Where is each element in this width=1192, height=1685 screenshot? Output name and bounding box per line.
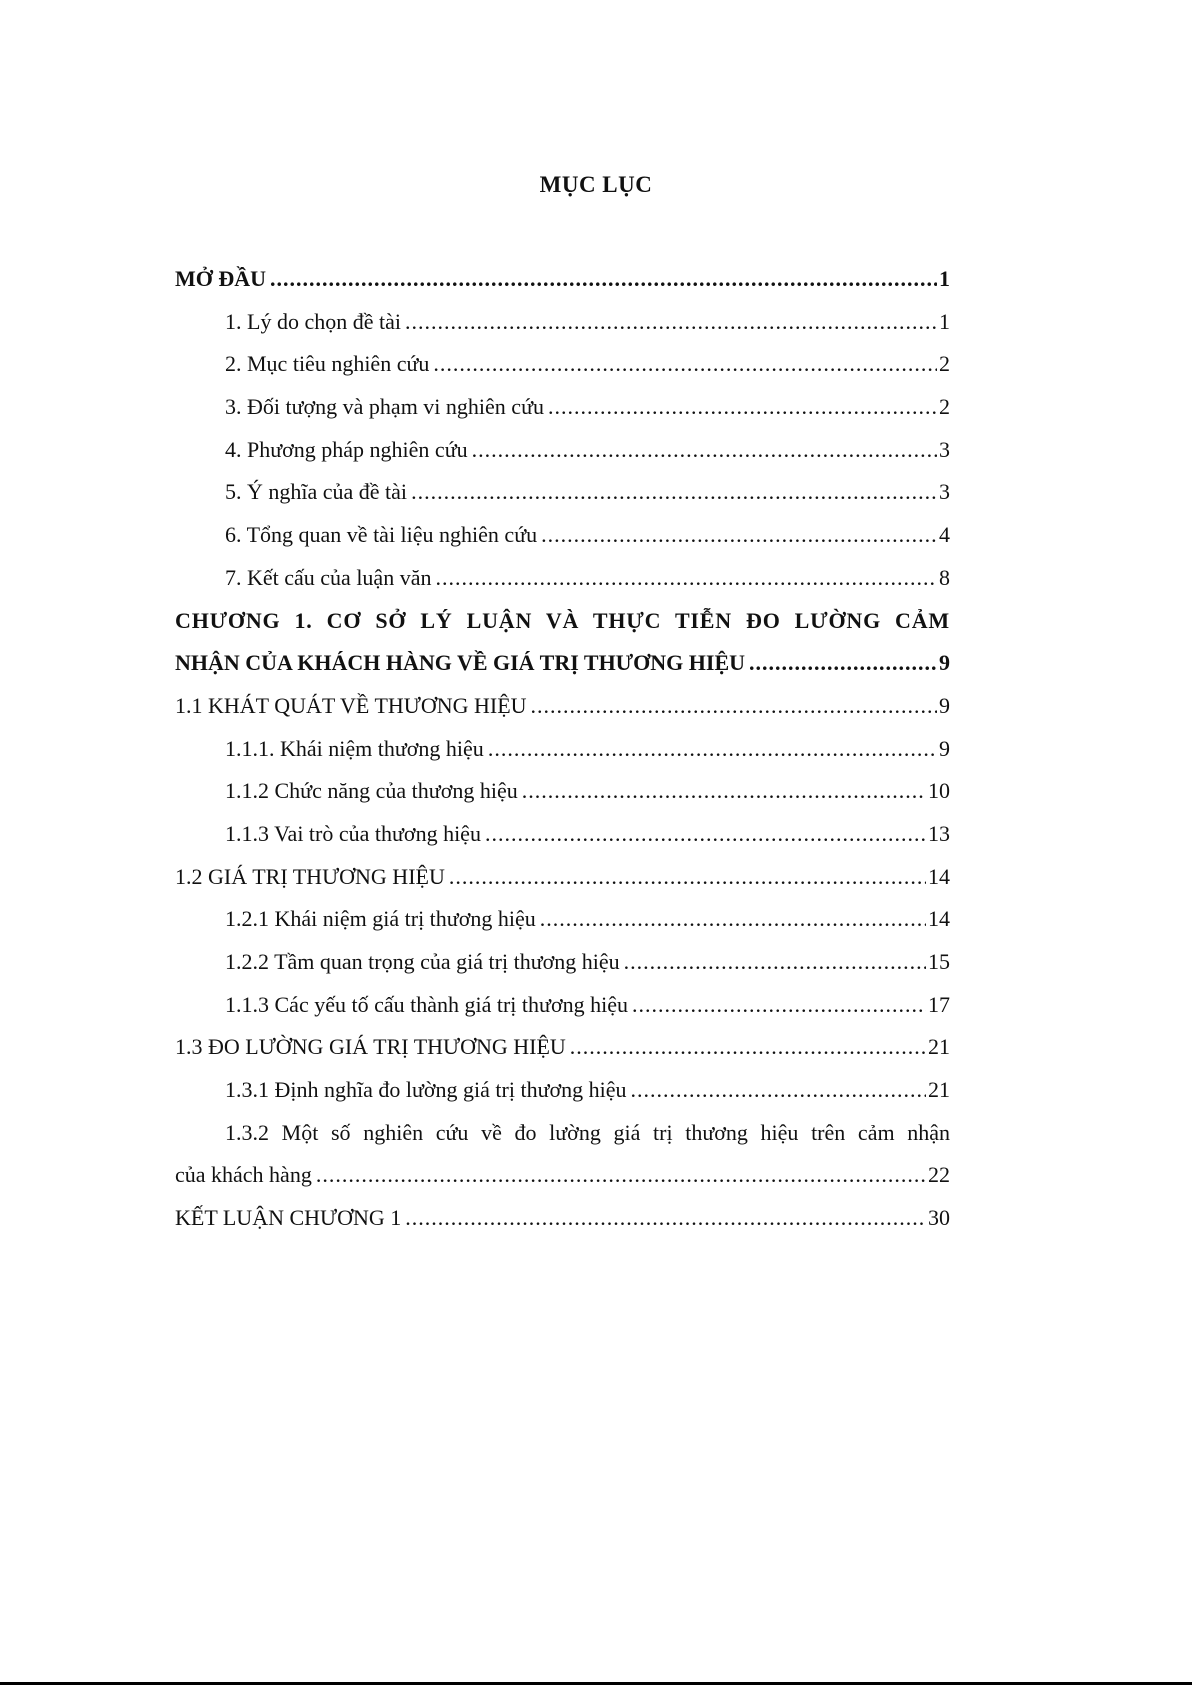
- toc-entry[interactable]: [175, 984, 950, 1027]
- toc-entry-text: 1.2.2 Tầm quan trọng của giá trị thương hiệu: [225, 949, 620, 974]
- toc-entry-text: 1.1 KHÁT QUÁT VỀ THƯƠNG HIỆU: [175, 692, 527, 718]
- toc-page-number: 9: [939, 735, 950, 761]
- toc-page-number: 15: [928, 949, 950, 974]
- dot-leader: [522, 770, 926, 813]
- toc-page-number: 21: [928, 1034, 950, 1060]
- toc-entry[interactable]: [175, 386, 950, 429]
- toc-entry[interactable]: [175, 941, 950, 984]
- toc-page-number: 22: [928, 1162, 950, 1188]
- toc-entry[interactable]: [175, 813, 950, 856]
- dot-leader: [631, 1069, 926, 1112]
- toc-entry[interactable]: [175, 770, 950, 813]
- toc-section[interactable]: [175, 1197, 950, 1240]
- dot-leader: [531, 685, 937, 728]
- toc-page-number: 14: [928, 863, 950, 889]
- toc-chapter-1-heading-line2[interactable]: [175, 642, 950, 685]
- toc-entry-text: MỞ ĐẦU: [175, 266, 267, 291]
- toc-entry[interactable]: [175, 343, 950, 386]
- dot-leader: [411, 471, 937, 514]
- toc-entry-text: 1.3 ĐO LƯỜNG GIÁ TRỊ THƯƠNG HIỆU: [175, 1034, 566, 1060]
- toc-entry[interactable]: [175, 728, 950, 771]
- toc-entry-text: 7. Kết cấu của luận văn: [225, 564, 432, 590]
- toc-entry-text: 1.3.1 Định nghĩa đo lường giá trị thương hiệu: [225, 1077, 627, 1103]
- dot-leader: [540, 898, 926, 941]
- toc-page-number: 8: [939, 564, 950, 590]
- toc-entry[interactable]: [175, 1069, 950, 1112]
- toc-entry-mo-dau[interactable]: [175, 258, 950, 301]
- toc-entry[interactable]: [175, 557, 950, 600]
- toc-page-number: 9: [939, 692, 950, 718]
- dot-leader: [316, 1154, 926, 1197]
- toc-entry-text: 5. Ý nghĩa của đề tài: [225, 479, 408, 505]
- dot-leader: [488, 728, 937, 771]
- toc-page-number: 10: [928, 778, 950, 804]
- toc-entry-text: 1. Lý do chọn đề tài: [225, 308, 401, 334]
- toc-entry-text: 1.2.1 Khái niệm giá trị thương hiệu: [225, 906, 536, 932]
- dot-leader: [548, 386, 937, 429]
- toc-entry-text: 3. Đối tượng và phạm vi nghiên cứu: [225, 394, 544, 420]
- toc-page-number: 3: [939, 479, 950, 505]
- page-title: MỤC LỤC: [539, 172, 653, 197]
- toc-entry-text: 1.2 GIÁ TRỊ THƯƠNG HIỆU: [175, 863, 445, 889]
- dot-leader: [449, 856, 926, 899]
- dot-leader: [485, 813, 926, 856]
- toc-entry-text: 2. Mục tiêu nghiên cứu: [225, 351, 430, 377]
- toc-entry[interactable]: [175, 429, 950, 472]
- dot-leader: [405, 301, 937, 344]
- dot-leader: [433, 343, 937, 386]
- toc-page-number: 3: [939, 436, 950, 462]
- toc-entry-text: 1.1.2 Chức năng của thương hiệu: [225, 778, 518, 804]
- dot-leader: [472, 429, 937, 472]
- toc-page-number: 30: [928, 1205, 950, 1231]
- toc-entry-text: NHẬN CỦA KHÁCH HÀNG VỀ GIÁ TRỊ THƯƠNG HIỆU: [175, 650, 746, 676]
- toc-page-number: 13: [928, 820, 950, 846]
- toc-page-number: 14: [928, 906, 950, 932]
- dot-leader: [632, 984, 926, 1027]
- toc-entry-1-3-2-line1[interactable]: [175, 1112, 950, 1155]
- dot-leader: [270, 258, 937, 301]
- dot-leader: [749, 642, 937, 685]
- toc-page-number: 4: [939, 522, 950, 548]
- toc-entry-text: của khách hàng: [175, 1162, 312, 1188]
- toc-page-number: 17: [928, 991, 950, 1017]
- toc-entry-1-3-2-line2[interactable]: [175, 1154, 950, 1197]
- toc-entry-text: 6. Tổng quan về tài liệu nghiên cứu: [225, 522, 538, 548]
- toc-entry[interactable]: [175, 471, 950, 514]
- dot-leader: [435, 557, 937, 600]
- dot-leader: [541, 514, 937, 557]
- toc-section[interactable]: [175, 1026, 950, 1069]
- toc-page-number: 2: [939, 351, 950, 377]
- toc-page-number: 2: [939, 394, 950, 420]
- dot-leader: [570, 1026, 926, 1069]
- dot-leader: [405, 1197, 926, 1240]
- toc-page-number: 9: [939, 650, 950, 676]
- table-of-contents: [175, 258, 950, 1240]
- toc-entry-text: 1.3.2 Một số nghiên cứu về đo lường giá trị thương hiệu trên cảm nhận: [225, 1119, 950, 1145]
- toc-entry-text: CHƯƠNG 1. CƠ SỞ LÝ LUẬN VÀ THỰC TIỄN ĐO LƯỜNG CẢM: [175, 607, 950, 633]
- toc-entry[interactable]: [175, 898, 950, 941]
- toc-entry[interactable]: [175, 301, 950, 344]
- toc-entry-text: 1.1.1. Khái niệm thương hiệu: [225, 735, 484, 761]
- toc-page-number: 21: [928, 1077, 950, 1103]
- toc-entry-text: KẾT LUẬN CHƯƠNG 1: [175, 1205, 402, 1231]
- toc-page-number: 1: [939, 308, 950, 334]
- dot-leader: [624, 941, 926, 984]
- toc-section[interactable]: [175, 856, 950, 899]
- toc-entry-text: 1.1.3 Các yếu tố cấu thành giá trị thương hiệu: [225, 991, 628, 1017]
- toc-chapter-1-heading-line1[interactable]: [175, 600, 950, 643]
- toc-entry[interactable]: [175, 514, 950, 557]
- toc-entry-text: 4. Phương pháp nghiên cứu: [225, 436, 468, 462]
- toc-page-number: 1: [939, 266, 950, 291]
- toc-section[interactable]: [175, 685, 950, 728]
- toc-entry-text: 1.1.3 Vai trò của thương hiệu: [225, 820, 481, 846]
